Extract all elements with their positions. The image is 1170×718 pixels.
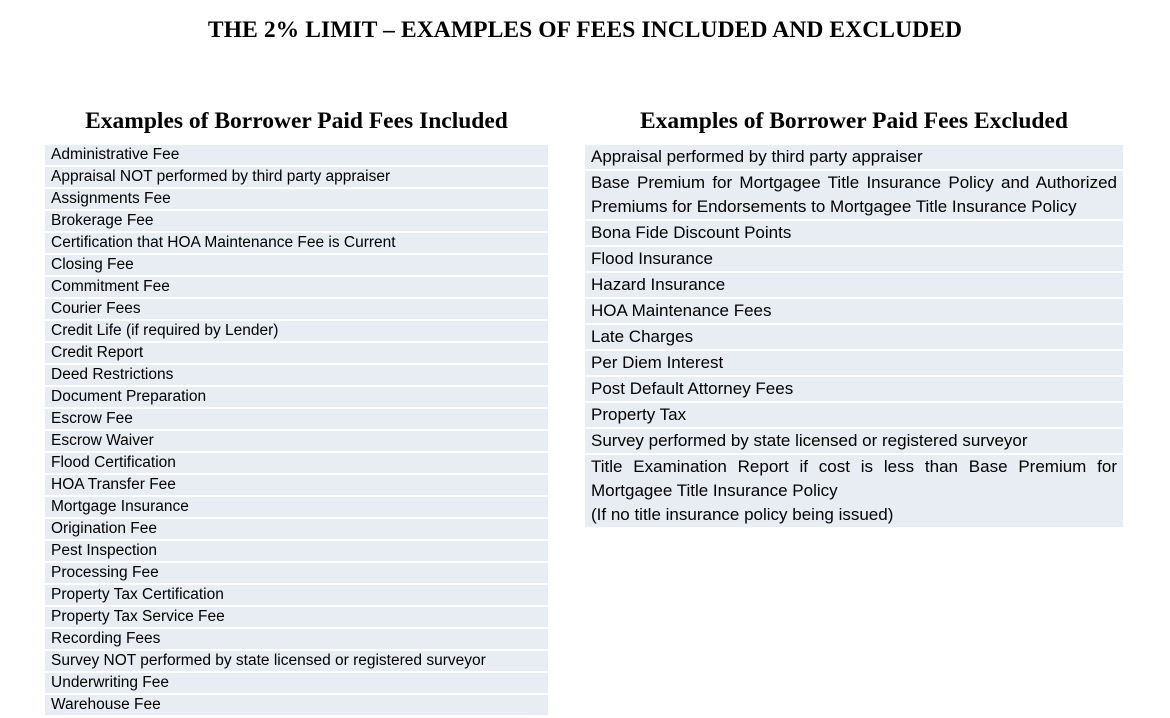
excluded-fee-item: HOA Maintenance Fees: [585, 299, 1123, 323]
included-fee-item: Origination Fee: [45, 519, 548, 539]
excluded-fee-item: Per Diem Interest: [585, 351, 1123, 375]
included-fee-item: Credit Report: [45, 343, 548, 363]
included-fee-item: Recording Fees: [45, 629, 548, 649]
excluded-fee-item-with-note: [585, 455, 1123, 527]
excluded-fee-item: Base Premium for Mortgagee Title Insurance Policy and Authorized Premiums for Endorsements to Mortgagee Title Insurance Policy: [585, 171, 1123, 219]
included-fees-heading: Examples of Borrower Paid Fees Included: [85, 108, 508, 134]
excluded-fee-item: Late Charges: [585, 325, 1123, 349]
included-fee-item: Closing Fee: [45, 255, 548, 275]
included-fee-item: Document Preparation: [45, 387, 548, 407]
excluded-fee-item: Property Tax: [585, 403, 1123, 427]
excluded-fee-item: Appraisal performed by third party appraiser: [585, 145, 1123, 169]
included-fee-item: Commitment Fee: [45, 277, 548, 297]
included-fee-item: Warehouse Fee: [45, 695, 548, 715]
included-fee-item: Property Tax Certification: [45, 585, 548, 605]
included-fee-item: Certification that HOA Maintenance Fee is Current: [45, 233, 548, 253]
included-fee-item: Escrow Waiver: [45, 431, 548, 451]
excluded-fee-item: Hazard Insurance: [585, 273, 1123, 297]
included-fees-list: [45, 145, 548, 717]
included-fee-item: Pest Inspection: [45, 541, 548, 561]
excluded-fees-heading: Examples of Borrower Paid Fees Excluded: [640, 108, 1068, 134]
excluded-fee-item-text: Title Examination Report if cost is less than Base Premium for Mortgagee Title Insurance Policy: [591, 457, 1117, 500]
excluded-fee-item: Flood Insurance: [585, 247, 1123, 271]
included-fee-item: Courier Fees: [45, 299, 548, 319]
included-fee-item: Escrow Fee: [45, 409, 548, 429]
included-fee-item: Brokerage Fee: [45, 211, 548, 231]
included-fee-item: HOA Transfer Fee: [45, 475, 548, 495]
included-fee-item: Processing Fee: [45, 563, 548, 583]
excluded-fee-item: Bona Fide Discount Points: [585, 221, 1123, 245]
included-fee-item: Credit Life (if required by Lender): [45, 321, 548, 341]
included-fee-item: Underwriting Fee: [45, 673, 548, 693]
included-fee-item: Appraisal NOT performed by third party appraiser: [45, 167, 548, 187]
excluded-fee-item: Survey performed by state licensed or registered surveyor: [585, 429, 1123, 453]
page-title: THE 2% LIMIT – EXAMPLES OF FEES INCLUDED AND EXCLUDED: [207, 17, 963, 43]
included-fee-item: Assignments Fee: [45, 189, 548, 209]
excluded-fee-item: Post Default Attorney Fees: [585, 377, 1123, 401]
included-fee-item: Deed Restrictions: [45, 365, 548, 385]
included-fee-item: Property Tax Service Fee: [45, 607, 548, 627]
included-fee-item: Survey NOT performed by state licensed or registered surveyor: [45, 651, 548, 671]
included-fee-item: Flood Certification: [45, 453, 548, 473]
included-fee-item: Mortgage Insurance: [45, 497, 548, 517]
excluded-fees-list: [585, 145, 1123, 529]
included-fee-item: Administrative Fee: [45, 145, 548, 165]
excluded-fee-note: (If no title insurance policy being issued): [591, 505, 894, 524]
